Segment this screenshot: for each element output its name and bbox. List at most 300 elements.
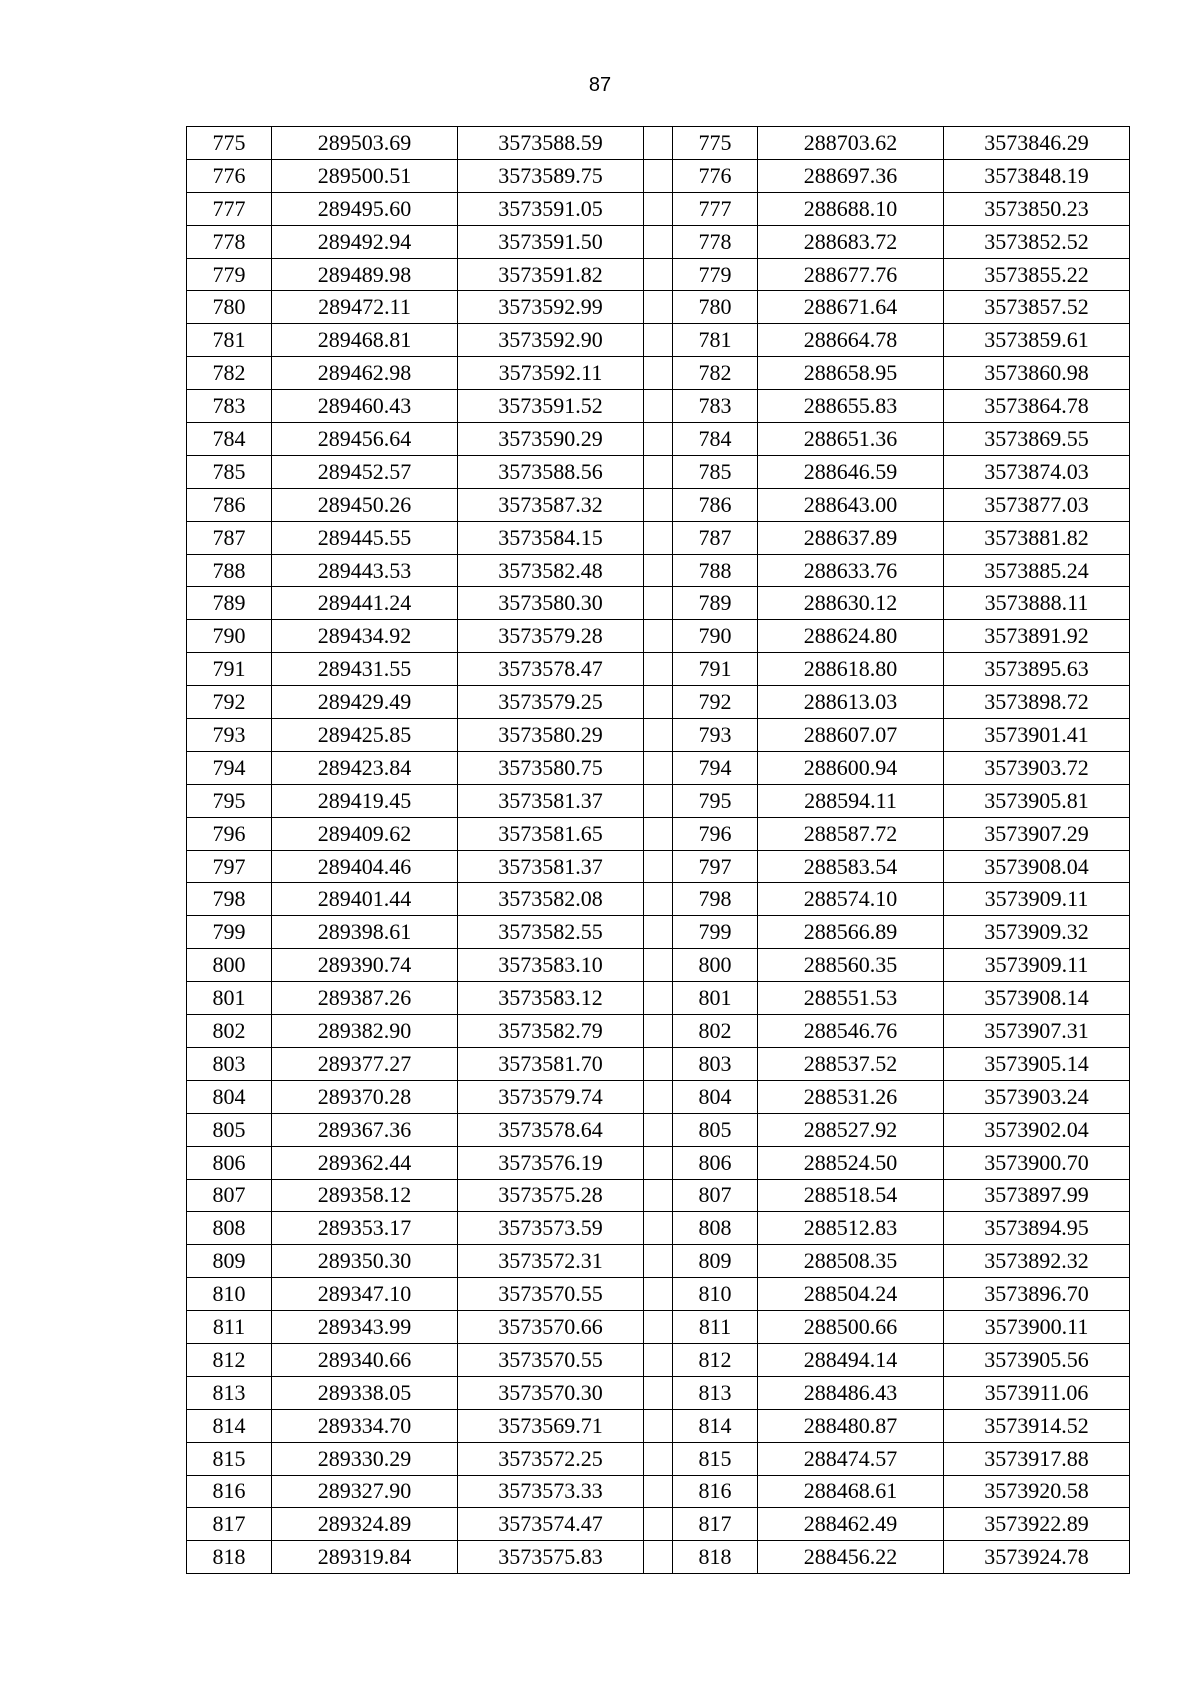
left-y-coordinate: 3573590.29 bbox=[458, 423, 644, 456]
left-point-id: 802 bbox=[187, 1015, 272, 1048]
spacer-cell bbox=[644, 620, 673, 653]
right-point-id: 776 bbox=[673, 159, 758, 192]
left-y-coordinate: 3573578.64 bbox=[458, 1113, 644, 1146]
right-x-coordinate: 288480.87 bbox=[758, 1409, 944, 1442]
right-point-id: 795 bbox=[673, 784, 758, 817]
right-y-coordinate: 3573864.78 bbox=[944, 390, 1130, 423]
left-point-id: 808 bbox=[187, 1212, 272, 1245]
spacer-cell bbox=[644, 751, 673, 784]
right-x-coordinate: 288504.24 bbox=[758, 1278, 944, 1311]
left-y-coordinate: 3573570.66 bbox=[458, 1311, 644, 1344]
left-y-coordinate: 3573580.30 bbox=[458, 587, 644, 620]
right-x-coordinate: 288512.83 bbox=[758, 1212, 944, 1245]
left-y-coordinate: 3573591.52 bbox=[458, 390, 644, 423]
left-x-coordinate: 289489.98 bbox=[272, 258, 458, 291]
right-y-coordinate: 3573903.72 bbox=[944, 751, 1130, 784]
left-y-coordinate: 3573587.32 bbox=[458, 488, 644, 521]
right-x-coordinate: 288574.10 bbox=[758, 883, 944, 916]
coordinates-table bbox=[186, 126, 1130, 1574]
left-point-id: 798 bbox=[187, 883, 272, 916]
spacer-cell bbox=[644, 127, 673, 160]
left-point-id: 810 bbox=[187, 1278, 272, 1311]
right-point-id: 813 bbox=[673, 1376, 758, 1409]
right-x-coordinate: 288624.80 bbox=[758, 620, 944, 653]
right-point-id: 783 bbox=[673, 390, 758, 423]
table-row bbox=[187, 620, 1130, 653]
right-x-coordinate: 288474.57 bbox=[758, 1442, 944, 1475]
right-x-coordinate: 288677.76 bbox=[758, 258, 944, 291]
left-x-coordinate: 289362.44 bbox=[272, 1146, 458, 1179]
right-y-coordinate: 3573860.98 bbox=[944, 357, 1130, 390]
table-row bbox=[187, 159, 1130, 192]
table-row bbox=[187, 1343, 1130, 1376]
right-y-coordinate: 3573909.11 bbox=[944, 883, 1130, 916]
right-y-coordinate: 3573900.11 bbox=[944, 1311, 1130, 1344]
spacer-cell bbox=[644, 225, 673, 258]
left-point-id: 796 bbox=[187, 817, 272, 850]
left-x-coordinate: 289324.89 bbox=[272, 1508, 458, 1541]
left-point-id: 809 bbox=[187, 1245, 272, 1278]
left-point-id: 792 bbox=[187, 686, 272, 719]
right-y-coordinate: 3573857.52 bbox=[944, 291, 1130, 324]
table-row bbox=[187, 850, 1130, 883]
spacer-cell bbox=[644, 357, 673, 390]
left-point-id: 787 bbox=[187, 521, 272, 554]
table-row bbox=[187, 1475, 1130, 1508]
right-x-coordinate: 288531.26 bbox=[758, 1080, 944, 1113]
table-row bbox=[187, 686, 1130, 719]
left-y-coordinate: 3573589.75 bbox=[458, 159, 644, 192]
left-point-id: 790 bbox=[187, 620, 272, 653]
left-x-coordinate: 289462.98 bbox=[272, 357, 458, 390]
table-row bbox=[187, 1179, 1130, 1212]
right-y-coordinate: 3573846.29 bbox=[944, 127, 1130, 160]
left-x-coordinate: 289353.17 bbox=[272, 1212, 458, 1245]
left-point-id: 780 bbox=[187, 291, 272, 324]
table-row bbox=[187, 192, 1130, 225]
table-row bbox=[187, 653, 1130, 686]
left-y-coordinate: 3573583.12 bbox=[458, 982, 644, 1015]
right-x-coordinate: 288524.50 bbox=[758, 1146, 944, 1179]
left-point-id: 776 bbox=[187, 159, 272, 192]
left-y-coordinate: 3573581.65 bbox=[458, 817, 644, 850]
left-point-id: 803 bbox=[187, 1047, 272, 1080]
right-y-coordinate: 3573859.61 bbox=[944, 324, 1130, 357]
spacer-cell bbox=[644, 817, 673, 850]
left-x-coordinate: 289358.12 bbox=[272, 1179, 458, 1212]
left-point-id: 812 bbox=[187, 1343, 272, 1376]
right-x-coordinate: 288600.94 bbox=[758, 751, 944, 784]
spacer-cell bbox=[644, 949, 673, 982]
spacer-cell bbox=[644, 455, 673, 488]
left-y-coordinate: 3573584.15 bbox=[458, 521, 644, 554]
right-point-id: 782 bbox=[673, 357, 758, 390]
table-row bbox=[187, 1376, 1130, 1409]
right-x-coordinate: 288462.49 bbox=[758, 1508, 944, 1541]
right-y-coordinate: 3573855.22 bbox=[944, 258, 1130, 291]
right-point-id: 807 bbox=[673, 1179, 758, 1212]
right-point-id: 817 bbox=[673, 1508, 758, 1541]
right-y-coordinate: 3573881.82 bbox=[944, 521, 1130, 554]
right-point-id: 787 bbox=[673, 521, 758, 554]
spacer-cell bbox=[644, 719, 673, 752]
right-x-coordinate: 288618.80 bbox=[758, 653, 944, 686]
right-y-coordinate: 3573911.06 bbox=[944, 1376, 1130, 1409]
left-x-coordinate: 289350.30 bbox=[272, 1245, 458, 1278]
right-point-id: 793 bbox=[673, 719, 758, 752]
left-y-coordinate: 3573570.55 bbox=[458, 1278, 644, 1311]
left-x-coordinate: 289338.05 bbox=[272, 1376, 458, 1409]
left-point-id: 795 bbox=[187, 784, 272, 817]
right-x-coordinate: 288643.00 bbox=[758, 488, 944, 521]
table-row bbox=[187, 1146, 1130, 1179]
right-x-coordinate: 288633.76 bbox=[758, 554, 944, 587]
left-point-id: 813 bbox=[187, 1376, 272, 1409]
table-row bbox=[187, 455, 1130, 488]
right-y-coordinate: 3573848.19 bbox=[944, 159, 1130, 192]
right-y-coordinate: 3573896.70 bbox=[944, 1278, 1130, 1311]
left-x-coordinate: 289431.55 bbox=[272, 653, 458, 686]
left-point-id: 777 bbox=[187, 192, 272, 225]
right-y-coordinate: 3573905.56 bbox=[944, 1343, 1130, 1376]
right-y-coordinate: 3573909.32 bbox=[944, 916, 1130, 949]
left-point-id: 816 bbox=[187, 1475, 272, 1508]
spacer-cell bbox=[644, 784, 673, 817]
right-x-coordinate: 288486.43 bbox=[758, 1376, 944, 1409]
table-row bbox=[187, 390, 1130, 423]
left-y-coordinate: 3573579.25 bbox=[458, 686, 644, 719]
table-row bbox=[187, 1080, 1130, 1113]
left-point-id: 797 bbox=[187, 850, 272, 883]
spacer-cell bbox=[644, 1179, 673, 1212]
left-y-coordinate: 3573573.59 bbox=[458, 1212, 644, 1245]
spacer-cell bbox=[644, 982, 673, 1015]
left-y-coordinate: 3573576.19 bbox=[458, 1146, 644, 1179]
right-x-coordinate: 288658.95 bbox=[758, 357, 944, 390]
spacer-cell bbox=[644, 1343, 673, 1376]
right-point-id: 812 bbox=[673, 1343, 758, 1376]
left-y-coordinate: 3573572.25 bbox=[458, 1442, 644, 1475]
right-y-coordinate: 3573877.03 bbox=[944, 488, 1130, 521]
spacer-cell bbox=[644, 1475, 673, 1508]
right-y-coordinate: 3573924.78 bbox=[944, 1541, 1130, 1574]
table-row bbox=[187, 883, 1130, 916]
right-x-coordinate: 288560.35 bbox=[758, 949, 944, 982]
right-x-coordinate: 288637.89 bbox=[758, 521, 944, 554]
right-x-coordinate: 288613.03 bbox=[758, 686, 944, 719]
left-y-coordinate: 3573574.47 bbox=[458, 1508, 644, 1541]
right-x-coordinate: 288671.64 bbox=[758, 291, 944, 324]
right-y-coordinate: 3573892.32 bbox=[944, 1245, 1130, 1278]
right-y-coordinate: 3573908.04 bbox=[944, 850, 1130, 883]
spacer-cell bbox=[644, 291, 673, 324]
right-y-coordinate: 3573894.95 bbox=[944, 1212, 1130, 1245]
right-x-coordinate: 288546.76 bbox=[758, 1015, 944, 1048]
left-x-coordinate: 289409.62 bbox=[272, 817, 458, 850]
right-x-coordinate: 288607.07 bbox=[758, 719, 944, 752]
right-point-id: 792 bbox=[673, 686, 758, 719]
spacer-cell bbox=[644, 192, 673, 225]
table-row bbox=[187, 423, 1130, 456]
right-y-coordinate: 3573901.41 bbox=[944, 719, 1130, 752]
left-point-id: 818 bbox=[187, 1541, 272, 1574]
right-y-coordinate: 3573907.31 bbox=[944, 1015, 1130, 1048]
right-x-coordinate: 288664.78 bbox=[758, 324, 944, 357]
left-x-coordinate: 289377.27 bbox=[272, 1047, 458, 1080]
left-y-coordinate: 3573583.10 bbox=[458, 949, 644, 982]
spacer-cell bbox=[644, 1212, 673, 1245]
right-x-coordinate: 288494.14 bbox=[758, 1343, 944, 1376]
left-point-id: 815 bbox=[187, 1442, 272, 1475]
right-y-coordinate: 3573909.11 bbox=[944, 949, 1130, 982]
right-y-coordinate: 3573850.23 bbox=[944, 192, 1130, 225]
left-point-id: 800 bbox=[187, 949, 272, 982]
left-point-id: 793 bbox=[187, 719, 272, 752]
spacer-cell bbox=[644, 390, 673, 423]
left-point-id: 783 bbox=[187, 390, 272, 423]
right-x-coordinate: 288518.54 bbox=[758, 1179, 944, 1212]
coordinates-table-body bbox=[187, 127, 1130, 1574]
spacer-cell bbox=[644, 1508, 673, 1541]
right-point-id: 777 bbox=[673, 192, 758, 225]
left-y-coordinate: 3573572.31 bbox=[458, 1245, 644, 1278]
spacer-cell bbox=[644, 423, 673, 456]
left-y-coordinate: 3573588.56 bbox=[458, 455, 644, 488]
table-row bbox=[187, 1245, 1130, 1278]
right-point-id: 811 bbox=[673, 1311, 758, 1344]
spacer-cell bbox=[644, 1047, 673, 1080]
table-row bbox=[187, 1278, 1130, 1311]
table-row bbox=[187, 1015, 1130, 1048]
left-y-coordinate: 3573581.70 bbox=[458, 1047, 644, 1080]
left-x-coordinate: 289398.61 bbox=[272, 916, 458, 949]
left-y-coordinate: 3573579.74 bbox=[458, 1080, 644, 1113]
left-y-coordinate: 3573591.50 bbox=[458, 225, 644, 258]
spacer-cell bbox=[644, 1409, 673, 1442]
right-point-id: 789 bbox=[673, 587, 758, 620]
spacer-cell bbox=[644, 1311, 673, 1344]
left-point-id: 806 bbox=[187, 1146, 272, 1179]
right-point-id: 800 bbox=[673, 949, 758, 982]
right-point-id: 778 bbox=[673, 225, 758, 258]
left-y-coordinate: 3573582.55 bbox=[458, 916, 644, 949]
right-y-coordinate: 3573885.24 bbox=[944, 554, 1130, 587]
left-y-coordinate: 3573580.29 bbox=[458, 719, 644, 752]
left-y-coordinate: 3573579.28 bbox=[458, 620, 644, 653]
right-x-coordinate: 288527.92 bbox=[758, 1113, 944, 1146]
right-y-coordinate: 3573905.14 bbox=[944, 1047, 1130, 1080]
right-point-id: 809 bbox=[673, 1245, 758, 1278]
right-y-coordinate: 3573874.03 bbox=[944, 455, 1130, 488]
right-y-coordinate: 3573914.52 bbox=[944, 1409, 1130, 1442]
right-point-id: 775 bbox=[673, 127, 758, 160]
spacer-cell bbox=[644, 1113, 673, 1146]
table-row bbox=[187, 949, 1130, 982]
table-row bbox=[187, 554, 1130, 587]
table-row bbox=[187, 1047, 1130, 1080]
left-x-coordinate: 289387.26 bbox=[272, 982, 458, 1015]
left-x-coordinate: 289327.90 bbox=[272, 1475, 458, 1508]
right-y-coordinate: 3573897.99 bbox=[944, 1179, 1130, 1212]
right-x-coordinate: 288500.66 bbox=[758, 1311, 944, 1344]
spacer-cell bbox=[644, 883, 673, 916]
table-row bbox=[187, 1113, 1130, 1146]
spacer-cell bbox=[644, 1245, 673, 1278]
left-point-id: 782 bbox=[187, 357, 272, 390]
left-point-id: 817 bbox=[187, 1508, 272, 1541]
left-x-coordinate: 289390.74 bbox=[272, 949, 458, 982]
right-point-id: 790 bbox=[673, 620, 758, 653]
right-point-id: 804 bbox=[673, 1080, 758, 1113]
right-point-id: 780 bbox=[673, 291, 758, 324]
left-point-id: 785 bbox=[187, 455, 272, 488]
table-row bbox=[187, 982, 1130, 1015]
left-x-coordinate: 289500.51 bbox=[272, 159, 458, 192]
left-point-id: 781 bbox=[187, 324, 272, 357]
spacer-cell bbox=[644, 587, 673, 620]
left-x-coordinate: 289340.66 bbox=[272, 1343, 458, 1376]
table-row bbox=[187, 719, 1130, 752]
left-x-coordinate: 289419.45 bbox=[272, 784, 458, 817]
right-point-id: 799 bbox=[673, 916, 758, 949]
left-x-coordinate: 289343.99 bbox=[272, 1311, 458, 1344]
right-x-coordinate: 288703.62 bbox=[758, 127, 944, 160]
right-point-id: 815 bbox=[673, 1442, 758, 1475]
right-x-coordinate: 288655.83 bbox=[758, 390, 944, 423]
right-x-coordinate: 288456.22 bbox=[758, 1541, 944, 1574]
left-x-coordinate: 289503.69 bbox=[272, 127, 458, 160]
left-x-coordinate: 289492.94 bbox=[272, 225, 458, 258]
right-x-coordinate: 288594.11 bbox=[758, 784, 944, 817]
spacer-cell bbox=[644, 488, 673, 521]
table-row bbox=[187, 1508, 1130, 1541]
right-point-id: 781 bbox=[673, 324, 758, 357]
right-point-id: 784 bbox=[673, 423, 758, 456]
right-y-coordinate: 3573920.58 bbox=[944, 1475, 1130, 1508]
table-row bbox=[187, 751, 1130, 784]
right-point-id: 797 bbox=[673, 850, 758, 883]
right-y-coordinate: 3573922.89 bbox=[944, 1508, 1130, 1541]
left-x-coordinate: 289370.28 bbox=[272, 1080, 458, 1113]
left-y-coordinate: 3573582.08 bbox=[458, 883, 644, 916]
right-point-id: 802 bbox=[673, 1015, 758, 1048]
left-point-id: 778 bbox=[187, 225, 272, 258]
spacer-cell bbox=[644, 916, 673, 949]
spacer-cell bbox=[644, 324, 673, 357]
left-y-coordinate: 3573581.37 bbox=[458, 784, 644, 817]
left-point-id: 786 bbox=[187, 488, 272, 521]
right-y-coordinate: 3573905.81 bbox=[944, 784, 1130, 817]
table-row bbox=[187, 1311, 1130, 1344]
left-y-coordinate: 3573582.79 bbox=[458, 1015, 644, 1048]
right-point-id: 801 bbox=[673, 982, 758, 1015]
left-y-coordinate: 3573578.47 bbox=[458, 653, 644, 686]
page-number: 87 bbox=[588, 74, 612, 96]
left-y-coordinate: 3573575.28 bbox=[458, 1179, 644, 1212]
left-point-id: 779 bbox=[187, 258, 272, 291]
right-x-coordinate: 288697.36 bbox=[758, 159, 944, 192]
table-row bbox=[187, 1442, 1130, 1475]
left-point-id: 805 bbox=[187, 1113, 272, 1146]
left-x-coordinate: 289472.11 bbox=[272, 291, 458, 324]
left-point-id: 811 bbox=[187, 1311, 272, 1344]
right-y-coordinate: 3573852.52 bbox=[944, 225, 1130, 258]
right-point-id: 806 bbox=[673, 1146, 758, 1179]
left-x-coordinate: 289460.43 bbox=[272, 390, 458, 423]
left-x-coordinate: 289330.29 bbox=[272, 1442, 458, 1475]
right-x-coordinate: 288630.12 bbox=[758, 587, 944, 620]
right-y-coordinate: 3573907.29 bbox=[944, 817, 1130, 850]
left-x-coordinate: 289441.24 bbox=[272, 587, 458, 620]
spacer-cell bbox=[644, 1376, 673, 1409]
right-point-id: 788 bbox=[673, 554, 758, 587]
table-row bbox=[187, 916, 1130, 949]
left-y-coordinate: 3573588.59 bbox=[458, 127, 644, 160]
left-x-coordinate: 289468.81 bbox=[272, 324, 458, 357]
left-y-coordinate: 3573592.90 bbox=[458, 324, 644, 357]
table-row bbox=[187, 127, 1130, 160]
right-x-coordinate: 288683.72 bbox=[758, 225, 944, 258]
right-point-id: 803 bbox=[673, 1047, 758, 1080]
table-row bbox=[187, 488, 1130, 521]
left-point-id: 814 bbox=[187, 1409, 272, 1442]
right-x-coordinate: 288688.10 bbox=[758, 192, 944, 225]
right-y-coordinate: 3573895.63 bbox=[944, 653, 1130, 686]
table-row bbox=[187, 1409, 1130, 1442]
left-y-coordinate: 3573569.71 bbox=[458, 1409, 644, 1442]
left-x-coordinate: 289495.60 bbox=[272, 192, 458, 225]
left-x-coordinate: 289347.10 bbox=[272, 1278, 458, 1311]
left-x-coordinate: 289456.64 bbox=[272, 423, 458, 456]
left-y-coordinate: 3573580.75 bbox=[458, 751, 644, 784]
left-x-coordinate: 289425.85 bbox=[272, 719, 458, 752]
spacer-cell bbox=[644, 159, 673, 192]
right-x-coordinate: 288508.35 bbox=[758, 1245, 944, 1278]
table-row bbox=[187, 357, 1130, 390]
right-x-coordinate: 288468.61 bbox=[758, 1475, 944, 1508]
table-row bbox=[187, 324, 1130, 357]
table-row bbox=[187, 258, 1130, 291]
left-y-coordinate: 3573573.33 bbox=[458, 1475, 644, 1508]
left-point-id: 807 bbox=[187, 1179, 272, 1212]
table-row bbox=[187, 784, 1130, 817]
left-point-id: 799 bbox=[187, 916, 272, 949]
left-x-coordinate: 289319.84 bbox=[272, 1541, 458, 1574]
left-x-coordinate: 289423.84 bbox=[272, 751, 458, 784]
left-x-coordinate: 289445.55 bbox=[272, 521, 458, 554]
right-y-coordinate: 3573888.11 bbox=[944, 587, 1130, 620]
left-x-coordinate: 289382.90 bbox=[272, 1015, 458, 1048]
left-y-coordinate: 3573570.30 bbox=[458, 1376, 644, 1409]
table-row bbox=[187, 521, 1130, 554]
right-point-id: 805 bbox=[673, 1113, 758, 1146]
table-row bbox=[187, 587, 1130, 620]
left-y-coordinate: 3573575.83 bbox=[458, 1541, 644, 1574]
right-y-coordinate: 3573917.88 bbox=[944, 1442, 1130, 1475]
spacer-cell bbox=[644, 1541, 673, 1574]
right-y-coordinate: 3573900.70 bbox=[944, 1146, 1130, 1179]
right-y-coordinate: 3573891.92 bbox=[944, 620, 1130, 653]
left-point-id: 804 bbox=[187, 1080, 272, 1113]
right-point-id: 786 bbox=[673, 488, 758, 521]
right-y-coordinate: 3573869.55 bbox=[944, 423, 1130, 456]
left-y-coordinate: 3573591.82 bbox=[458, 258, 644, 291]
left-x-coordinate: 289401.44 bbox=[272, 883, 458, 916]
left-x-coordinate: 289334.70 bbox=[272, 1409, 458, 1442]
right-point-id: 785 bbox=[673, 455, 758, 488]
right-point-id: 796 bbox=[673, 817, 758, 850]
right-y-coordinate: 3573908.14 bbox=[944, 982, 1130, 1015]
